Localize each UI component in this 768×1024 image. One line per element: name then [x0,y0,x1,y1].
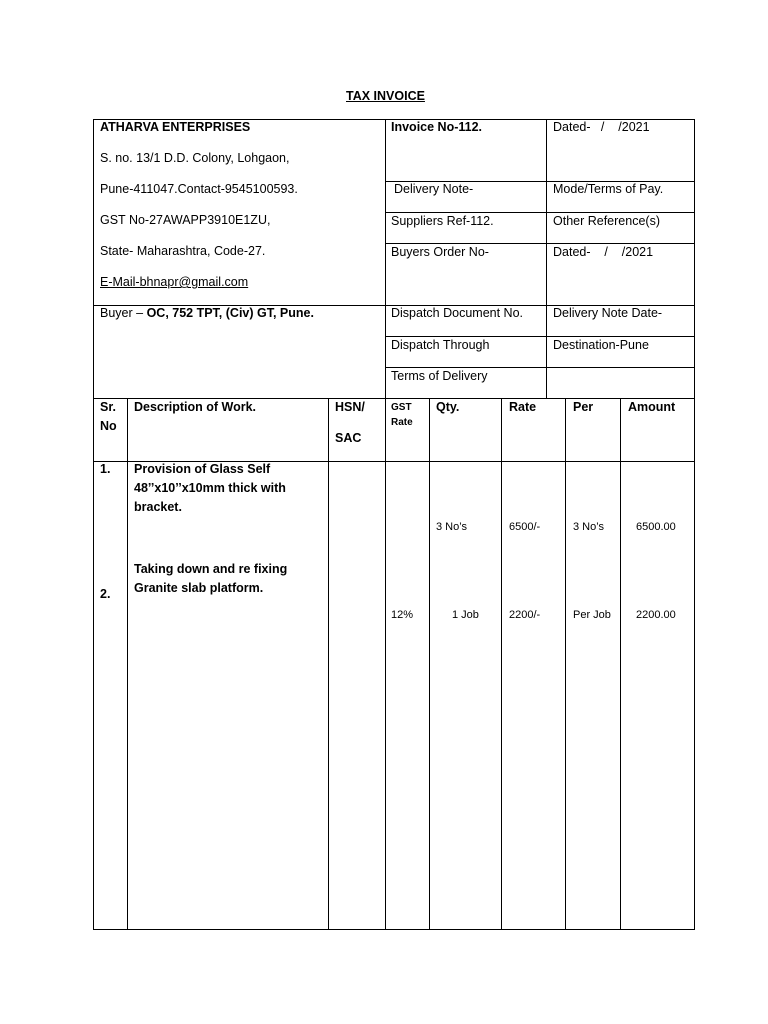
buyer-name: OC, 752 TPT, (Civ) GT, Pune. [146,306,314,320]
row-gst-rate: 12% [391,609,414,621]
header-gst: GST [391,402,412,413]
row-per: Per Job [573,609,611,621]
buyers-order-no: Buyers Order No- [391,245,489,259]
header-amount: Amount [628,400,676,414]
buyer-line [100,306,314,321]
row-qty: 3 No’s [436,521,467,533]
header-no: No [100,419,117,433]
header-per: Per [573,400,594,414]
header-sr: Sr. [100,400,116,414]
row-qty: 1 Job [452,609,479,621]
dispatch-through: Dispatch Through [391,338,490,352]
terms-of-delivery: Terms of Delivery [391,369,488,383]
row-sr: 2. [100,587,111,601]
row-description-line2: Granite slab platform. [134,581,264,595]
buyers-order-date: Dated- / /2021 [553,245,654,259]
row-description-line1: Provision of Glass Self [134,462,271,476]
row-amount: 6500.00 [636,521,676,533]
invoice-number: Invoice No-112. [391,120,483,134]
delivery-note-date: Delivery Note Date- [553,306,663,320]
row-description-line3: bracket. [134,500,182,514]
header-rate: Rate [509,400,537,414]
invoice-title: TAX INVOICE [346,89,425,103]
header-gst-rate: Rate [391,417,413,428]
header-hsn: HSN/ [335,400,365,414]
seller-state: State- Maharashtra, Code-27. [100,244,266,258]
delivery-note: Delivery Note- [394,182,474,196]
row-amount: 2200.00 [636,609,676,621]
buyer-prefix: Buyer – [100,306,147,320]
header-qty: Qty. [436,400,460,414]
seller-name: ATHARVA ENTERPRISES [100,120,251,134]
row-per: 3 No’s [573,521,604,533]
other-reference: Other Reference(s) [553,214,660,228]
row-rate: 6500/- [509,521,541,533]
row-description-line1: Taking down and re fixing [134,562,288,576]
mode-terms-of-pay: Mode/Terms of Pay. [553,182,664,196]
seller-gst: GST No-27AWAPP3910E1ZU, [100,213,271,227]
dispatch-document-no: Dispatch Document No. [391,306,524,320]
row-rate: 2200/- [509,609,541,621]
seller-address-line1: S. no. 13/1 D.D. Colony, Lohgaon, [100,151,290,165]
destination: Destination-Pune [553,338,649,352]
seller-address-line2: Pune-411047.Contact-9545100593. [100,182,298,196]
invoice-date: Dated- / /2021 [553,120,650,134]
row-sr: 1. [100,462,111,476]
seller-email[interactable]: E-Mail-bhnapr@gmail.com [100,275,249,289]
header-sac: SAC [335,431,362,445]
suppliers-ref: Suppliers Ref-112. [391,214,494,228]
header-description: Description of Work. [134,400,257,414]
row-description-line2: 48’’x10’’x10mm thick with [134,481,286,495]
